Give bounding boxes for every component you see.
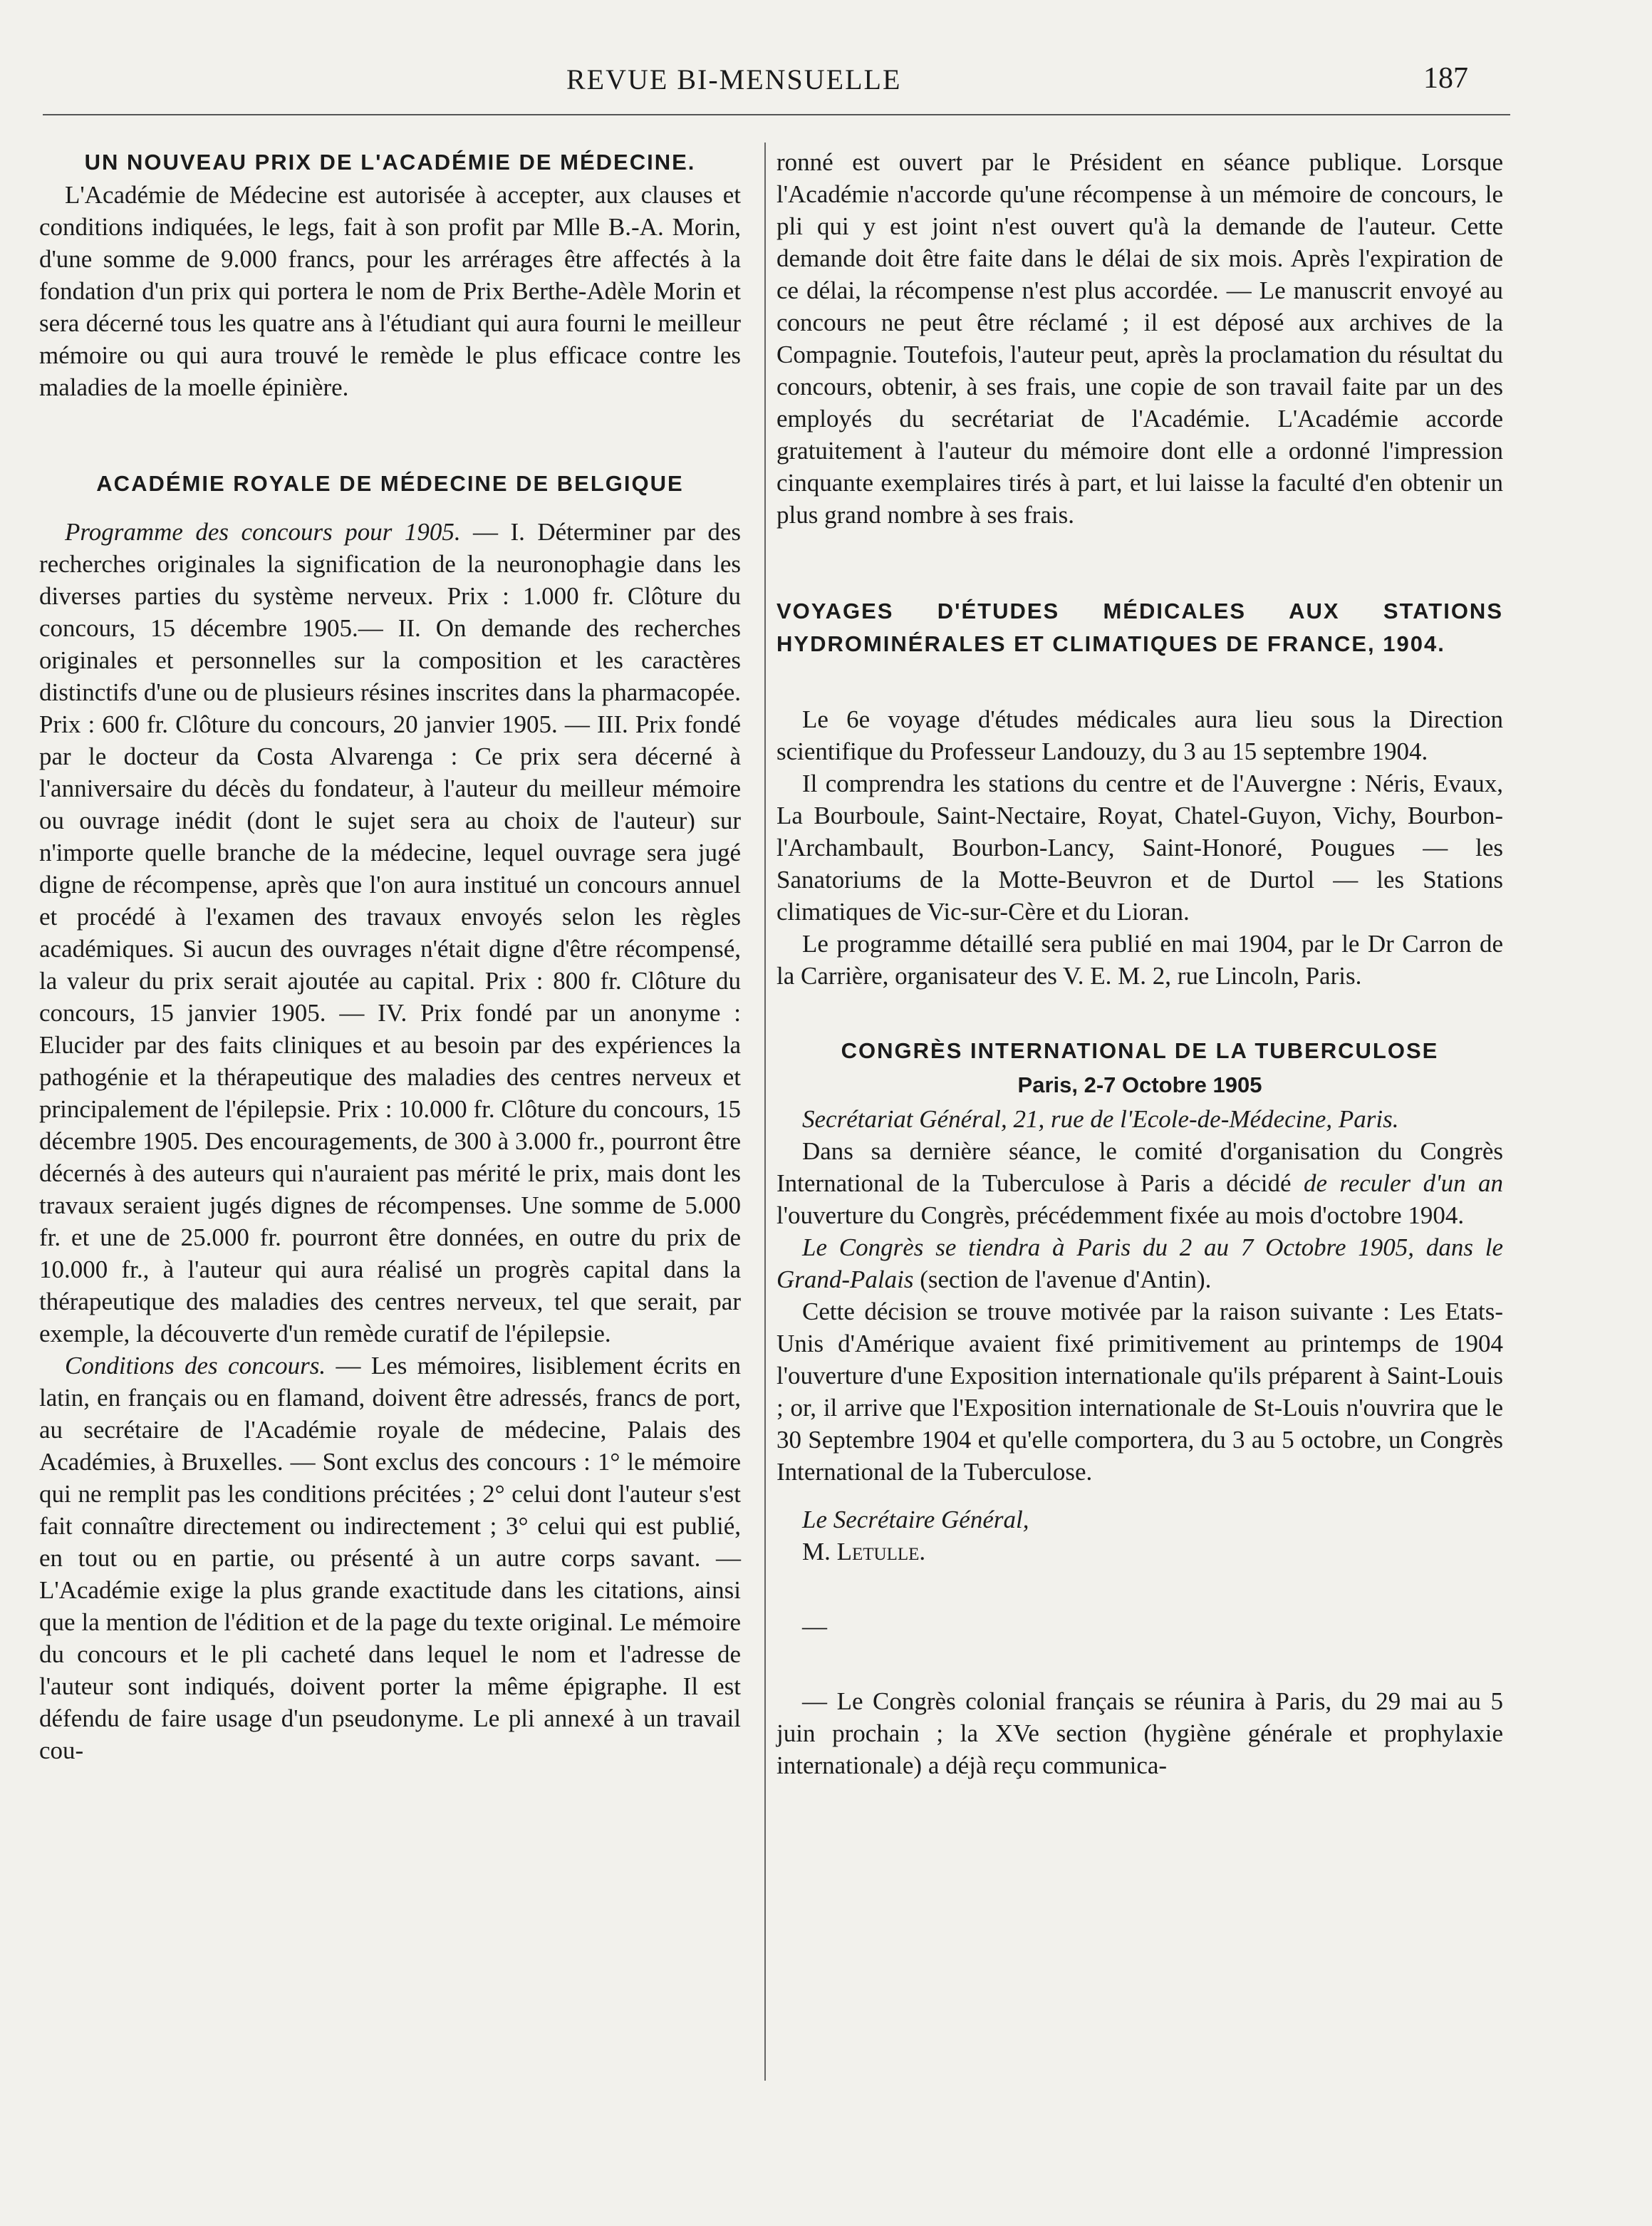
decision-text-c: l'ouverture du Congrès, précédemment fixée au mois d'octobre 1904.	[776, 1201, 1465, 1229]
congres-address: Secrétariat Général, 21, rue de l'Ecole-de-Médecine, Paris.	[802, 1105, 1399, 1133]
programme-lead: Programme des concours pour 1905.	[65, 518, 461, 546]
decision-text-a: Dans sa dernière séance, le comité d'organisation du Congrès International de la Tuberculose à Paris a décidé	[776, 1137, 1503, 1197]
paragraph-programme	[39, 516, 741, 1350]
signature-title: Le Secrétaire Général,	[802, 1506, 1029, 1533]
paragraph-voyage-programme: Le programme détaillé sera publié en mai 1904, par le Dr Carron de la Carrière, organisateur des V. E. M. 2, rue Lincoln, Paris.	[776, 930, 1503, 990]
paragraph-congres-decision	[776, 1135, 1503, 1231]
section-title-congres-tuberculose: CONGRÈS INTERNATIONAL DE LA TUBERCULOSE	[841, 1038, 1439, 1063]
section-title-academie-belgique: ACADÉMIE ROYALE DE MÉDECINE DE BELGIQUE	[96, 471, 684, 496]
decision-text-emph: de reculer d'un an	[1303, 1169, 1503, 1197]
paragraph-voyage-stations: Il comprendra les stations du centre et de l'Auvergne : Néris, Evaux, La Bourboule, Saint-Nectaire, Royat, Chatel-Guyon, Vichy, Bourbon-l'Archambault, Bourbon-Lancy, Saint-Honoré, Pougues — les Sanatoriums de la Motte-Beuvron et de Durtol — les Stations climatiques de Vic-sur-Cère et du Lioran.	[776, 770, 1503, 926]
page-header	[0, 63, 1652, 105]
programme-text: — I. Déterminer par des recherches originales la signification de la neuronophagie dans les diverses parties du système nerveux. Prix : 1.000 fr. Clôture du concours, 15 décembre 1905.— II. On demande des recherches originales et personnelles sur la composition et les caractères distinctifs d'une ou de plusieurs résines inscrites dans la pharmacopée. Prix : 600 fr. Clôture du concours, 20 janvier 1905. — III. Prix fondé par le docteur da Costa Alvarenga : Ce prix sera décerné à l'anniversaire du décès du fondateur, à l'auteur du meilleur mémoire ou ouvrage inédit (dont le sujet sera au choix de l'auteur) sur n'importe quelle branche de la médecine, lequel ouvrage sera jugé digne de récompense, après que l'on aura institué un concours annuel et procédé à l'examen des travaux envoyés selon les règles académiques. Si aucun des ouvrages n'était digne d'être récompensé, la valeur du prix serait ajoutée au capital. Prix : 800 fr. Clôture du concours, 15 janvier 1905. — IV. Prix fondé par un anonyme : Elucider par des faits cliniques et au besoin par des expériences la pathogénie et la thérapeutique des maladies des centres nerveux et principalement de l'épilepsie. Prix : 10.000 fr. Clôture du concours, 15 décembre 1905. Des encouragements, de 300 à 3.000 fr., pourront être décernés à des auteurs qui n'auraient pas mérité le prix, mais dont les travaux seraient jugés dignes de récompenses. Une somme de 5.000 fr. et une de 25.000 fr. pourront être données, en outre du prix de 10.000 fr., à l'auteur qui aura réalisé un progrès capital dans la thérapeutique des maladies des centres nerveux, tel que serait, par exemple, la découverte d'un remède curatif de l'épilepsie.	[39, 518, 741, 1347]
paragraph-continuation: ronné est ouvert par le Président en séance publique. Lorsque l'Académie n'accorde qu'une récompense à un mémoire de concours, le pli qui y est joint n'est ouvert qu'à la demande de l'auteur. Cette demande doit être faite dans le délai de six mois. Après l'expiration de ce délai, la récompense n'est plus accordée. — Le manuscrit envoyé au concours ne peut être réclamé ; il est déposé aux archives de la Compagnie. Toutefois, l'auteur peut, après la proclamation du résultat du concours, obtenir, à ses frais, une copie de son travail faite par un des employés du secrétariat de l'Académie. L'Académie accorde gratuitement à l'auteur du mémoire dont elle a ordonné l'impression cinquante exemplaires tirés à part, et lui laisse la faculté d'en obtenir un plus grand nombre à ses frais.	[776, 148, 1503, 529]
paragraph-voyage-date: Le 6e voyage d'études médicales aura lieu sous la Direction scientifique du Professeur Landouzy, du 3 au 15 septembre 1904.	[776, 705, 1503, 765]
paragraph-congres-lieu	[776, 1231, 1503, 1295]
page-number: 187	[1423, 62, 1468, 95]
lieu-text: (section de l'avenue d'Antin).	[913, 1265, 1212, 1293]
separator-dash: —	[802, 1612, 827, 1640]
left-column	[39, 146, 741, 1766]
conditions-text: — Les mémoires, lisiblement écrits en latin, en français ou en flamand, doivent être adressés, francs de port, au secrétaire de l'Académie royale de médecine, Palais des Académies, à Bruxelles. — Sont exclus des concours : 1° le mémoire qui ne remplit pas les conditions précitées ; 2° celui dont l'auteur s'est fait connaître directement ou indirectement ; 3° celui qui est publié, en tout ou en partie, ou présenté à un autre corps savant. — L'Académie exige la plus grande exactitude dans les citations, ainsi que la mention de l'édition et de la page du texte original. Le mémoire du concours et le pli cacheté dans lequel le nom et l'adresse de l'auteur sont indiqués, doivent porter la même épigraphe. Il est défendu de faire usage d'un pseudonyme. Le pli annexé à un travail cou-	[39, 1352, 742, 1764]
paragraph-congres-colonial: — Le Congrès colonial français se réunira à Paris, du 29 mai au 5 juin prochain ; la XVe section (hygiène générale et prophylaxie internationale) a déjà reçu communica-	[776, 1687, 1503, 1779]
paragraph-congres-raison: Cette décision se trouve motivée par la raison suivante : Les Etats-Unis d'Amérique avaient fixé primitivement au printemps de 1904 l'ouverture d'une Exposition internationale qu'ils préparent à Saint-Louis ; or, il arrive que l'Exposition internationale de St-Louis n'ouvrira que le 30 Septembre 1904 et qu'elle comportera, du 3 au 5 octobre, un Congrès International de la Tuberculose.	[776, 1298, 1503, 1486]
congres-subtitle: Paris, 2-7 Octobre 1905	[1017, 1072, 1262, 1097]
paragraph-conditions	[39, 1350, 741, 1766]
header-rule	[43, 114, 1510, 115]
running-title: REVUE BI-MENSUELLE	[566, 63, 902, 95]
section-title-voyages: VOYAGES D'ÉTUDES MÉDICALES AUX STATIONS HYDROMINÉRALES ET CLIMATIQUES DE FRANCE, 1904.	[776, 599, 1503, 656]
column-divider	[764, 143, 766, 2081]
conditions-lead: Conditions des concours.	[65, 1352, 326, 1379]
section-title-prix-morin: UN NOUVEAU PRIX DE L'ACADÉMIE DE MÉDECINE.	[84, 150, 696, 175]
right-column	[776, 146, 1503, 1781]
paragraph-prix-morin: L'Académie de Médecine est autorisée à accepter, aux clauses et conditions indiquées, le legs, fait à son profit par Mlle B.-A. Morin, d'une somme de 9.000 francs, pour les arrérages être affectés à la fondation d'un prix qui portera le nom de Prix Berthe-Adèle Morin et sera décerné tous les quatre ans à l'étudiant qui aura fourni le meilleur mémoire ou qui aura trouvé le remède le plus efficace contre les maladies de la moelle épinière.	[39, 181, 741, 401]
lieu-text-emph: Le Congrès se tiendra à Paris du 2 au 7 Octobre 1905, dans le Grand-Palais	[776, 1233, 1503, 1293]
signature-name: M. Letulle.	[802, 1538, 926, 1565]
